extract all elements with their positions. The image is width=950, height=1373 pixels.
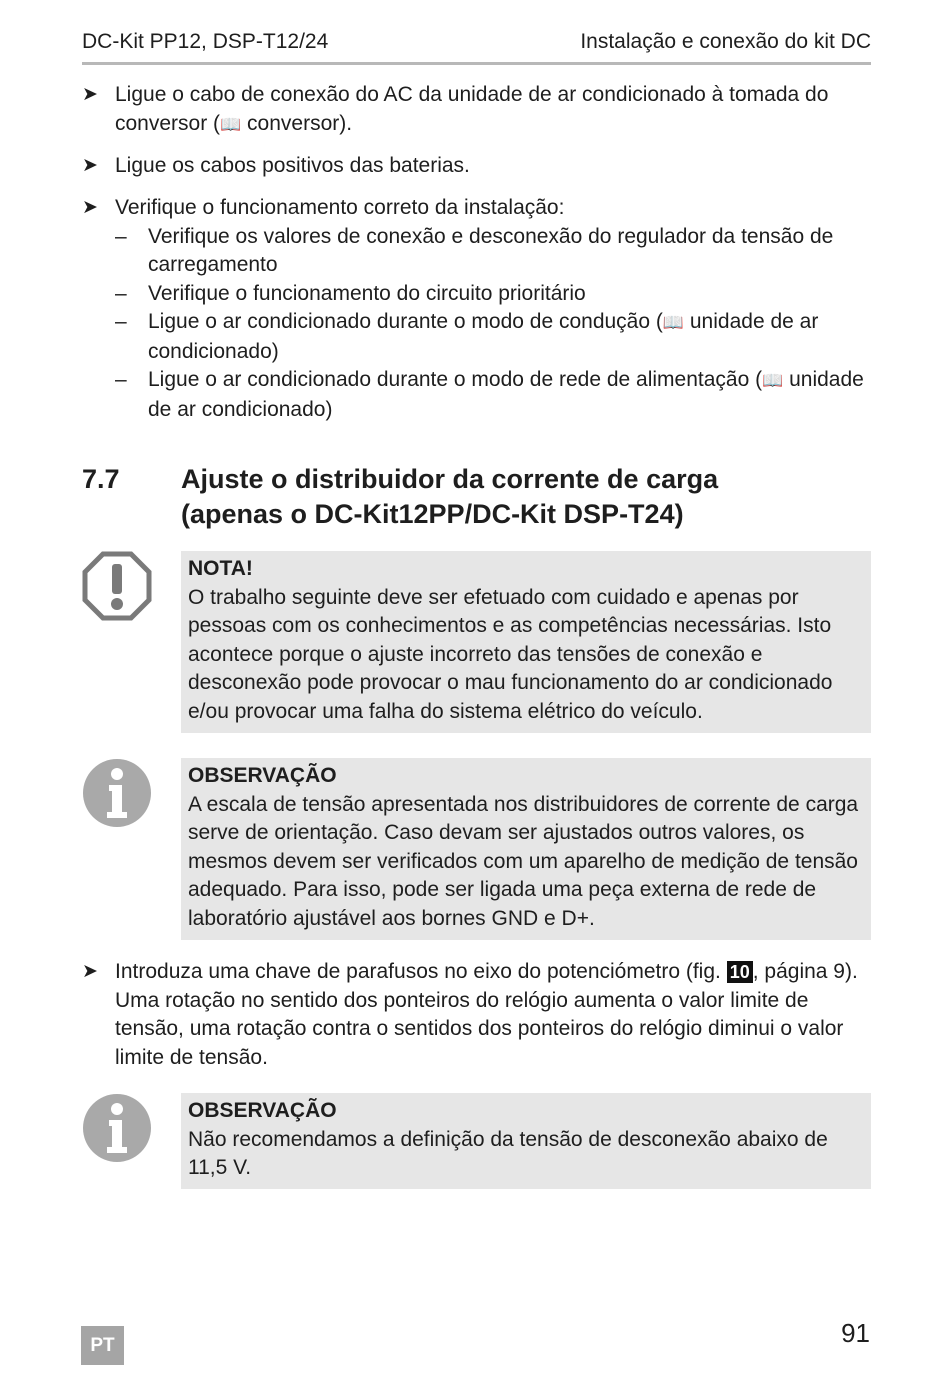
info-circle-icon [82,758,152,833]
instruction-step-1 [82,81,872,139]
language-tab: PT [81,1326,124,1365]
sub-step-4-text: Ligue o ar condicionado durante o modo de rede de alimentação ( [148,368,763,391]
step-2-text: Ligue os cabos positivos das baterias. [115,154,470,177]
sub-step-4-text-end: unidade de ar condicionado) [148,368,864,421]
arrow-bullet-icon: ➤ [82,961,98,982]
observation-text: A escala de tensão apresentada nos distribuidores de corrente de carga serve de orientação. Caso devam ser ajustados outros valores, os mesmos devem ser verificados com um aparelho de medição de tensão adequado. Para isso, pode ser ligada uma peça externa de rede de laboratório ajustável aos bornes GND e D+. [188,792,859,930]
info-circle-icon [82,1093,152,1168]
sub-step-3-text-end: unidade de ar condicionado) [148,310,819,363]
dash-bullet: – [115,281,127,305]
arrow-bullet-icon: ➤ [82,155,98,176]
step-1-text: Ligue o cabo de conexão do AC da unidade de ar condicionado à tomada do conversor ( [115,83,829,135]
dash-bullet: – [115,310,127,333]
warning-octagon-icon [82,551,152,626]
sub-step-3 [115,308,872,366]
step-4-text-end: , página 9). Uma rotação no sentido dos ponteiros do relógio aumenta o valor limite de tensão, uma rotação contra o sentidos dos ponteiros do relógio diminui o valor limite de tensão. [115,960,858,1069]
page-header [82,30,871,65]
sub-step-2 [115,280,872,309]
book-icon: 📖 [662,313,685,332]
book-icon: 📖 [762,371,784,390]
sub-step-2-text: Verifique o funcionamento do circuito prioritário [148,281,586,305]
figure-number-badge: 10 [727,961,753,983]
arrow-bullet-icon: ➤ [82,197,98,218]
dash-bullet: – [115,368,127,391]
instruction-step-3 [82,194,872,424]
step-4-text: Introduza uma chave de parafusos no eixo do potenciómetro (fig. [115,960,727,983]
observation-label: OBSERVAÇÃO [188,1099,337,1122]
note-label: NOTA! [188,557,253,580]
section-number: 7.7 [82,464,120,494]
sub-step-1-text: Verifique os valores de conexão e desconexão do regulador da tensão de carregamento [148,224,834,276]
dash-bullet: – [115,224,127,248]
sub-step-4 [115,366,872,424]
observation-text: Não recomendamos a definição da tensão de desconexão abaixo de 11,5 V. [188,1127,828,1179]
section-title: Ajuste o distribuidor da corrente de carga (apenas o DC-Kit12PP/DC-Kit DSP-T24) [181,464,719,529]
observation-label: OBSERVAÇÃO [188,764,337,787]
header-chapter-title: Instalação e conexão do kit DC [580,30,871,53]
step-3-lead: Verifique o funcionamento correto da instalação: [115,196,565,219]
observation-box-2 [181,1093,871,1189]
observation-box-1 [181,758,871,940]
note-box [181,551,871,733]
sub-step-1 [115,223,872,280]
note-text: O trabalho seguinte deve ser efetuado com cuidado e apenas por pessoas com os conhecimentos e as competências necessárias. Isto acontece porque o ajuste incorreto das tensões de conexão e desconexão pode provocar o mau funcionamento do ar condicionado e/ou provocar uma falha do sistema elétrico do veículo. [188,585,833,723]
page-number: 91 [841,1318,870,1348]
header-doc-title: DC-Kit PP12, DSP-T12/24 [82,30,329,53]
section-heading [82,462,821,532]
book-icon: 📖 [220,114,242,134]
sub-step-3-text: Ligue o ar condicionado durante o modo de condução ( [148,310,663,333]
instruction-step-2 [82,152,872,181]
instruction-step-4 [82,958,872,1072]
arrow-bullet-icon: ➤ [82,84,98,105]
step-1-text-end: conversor). [241,111,353,135]
